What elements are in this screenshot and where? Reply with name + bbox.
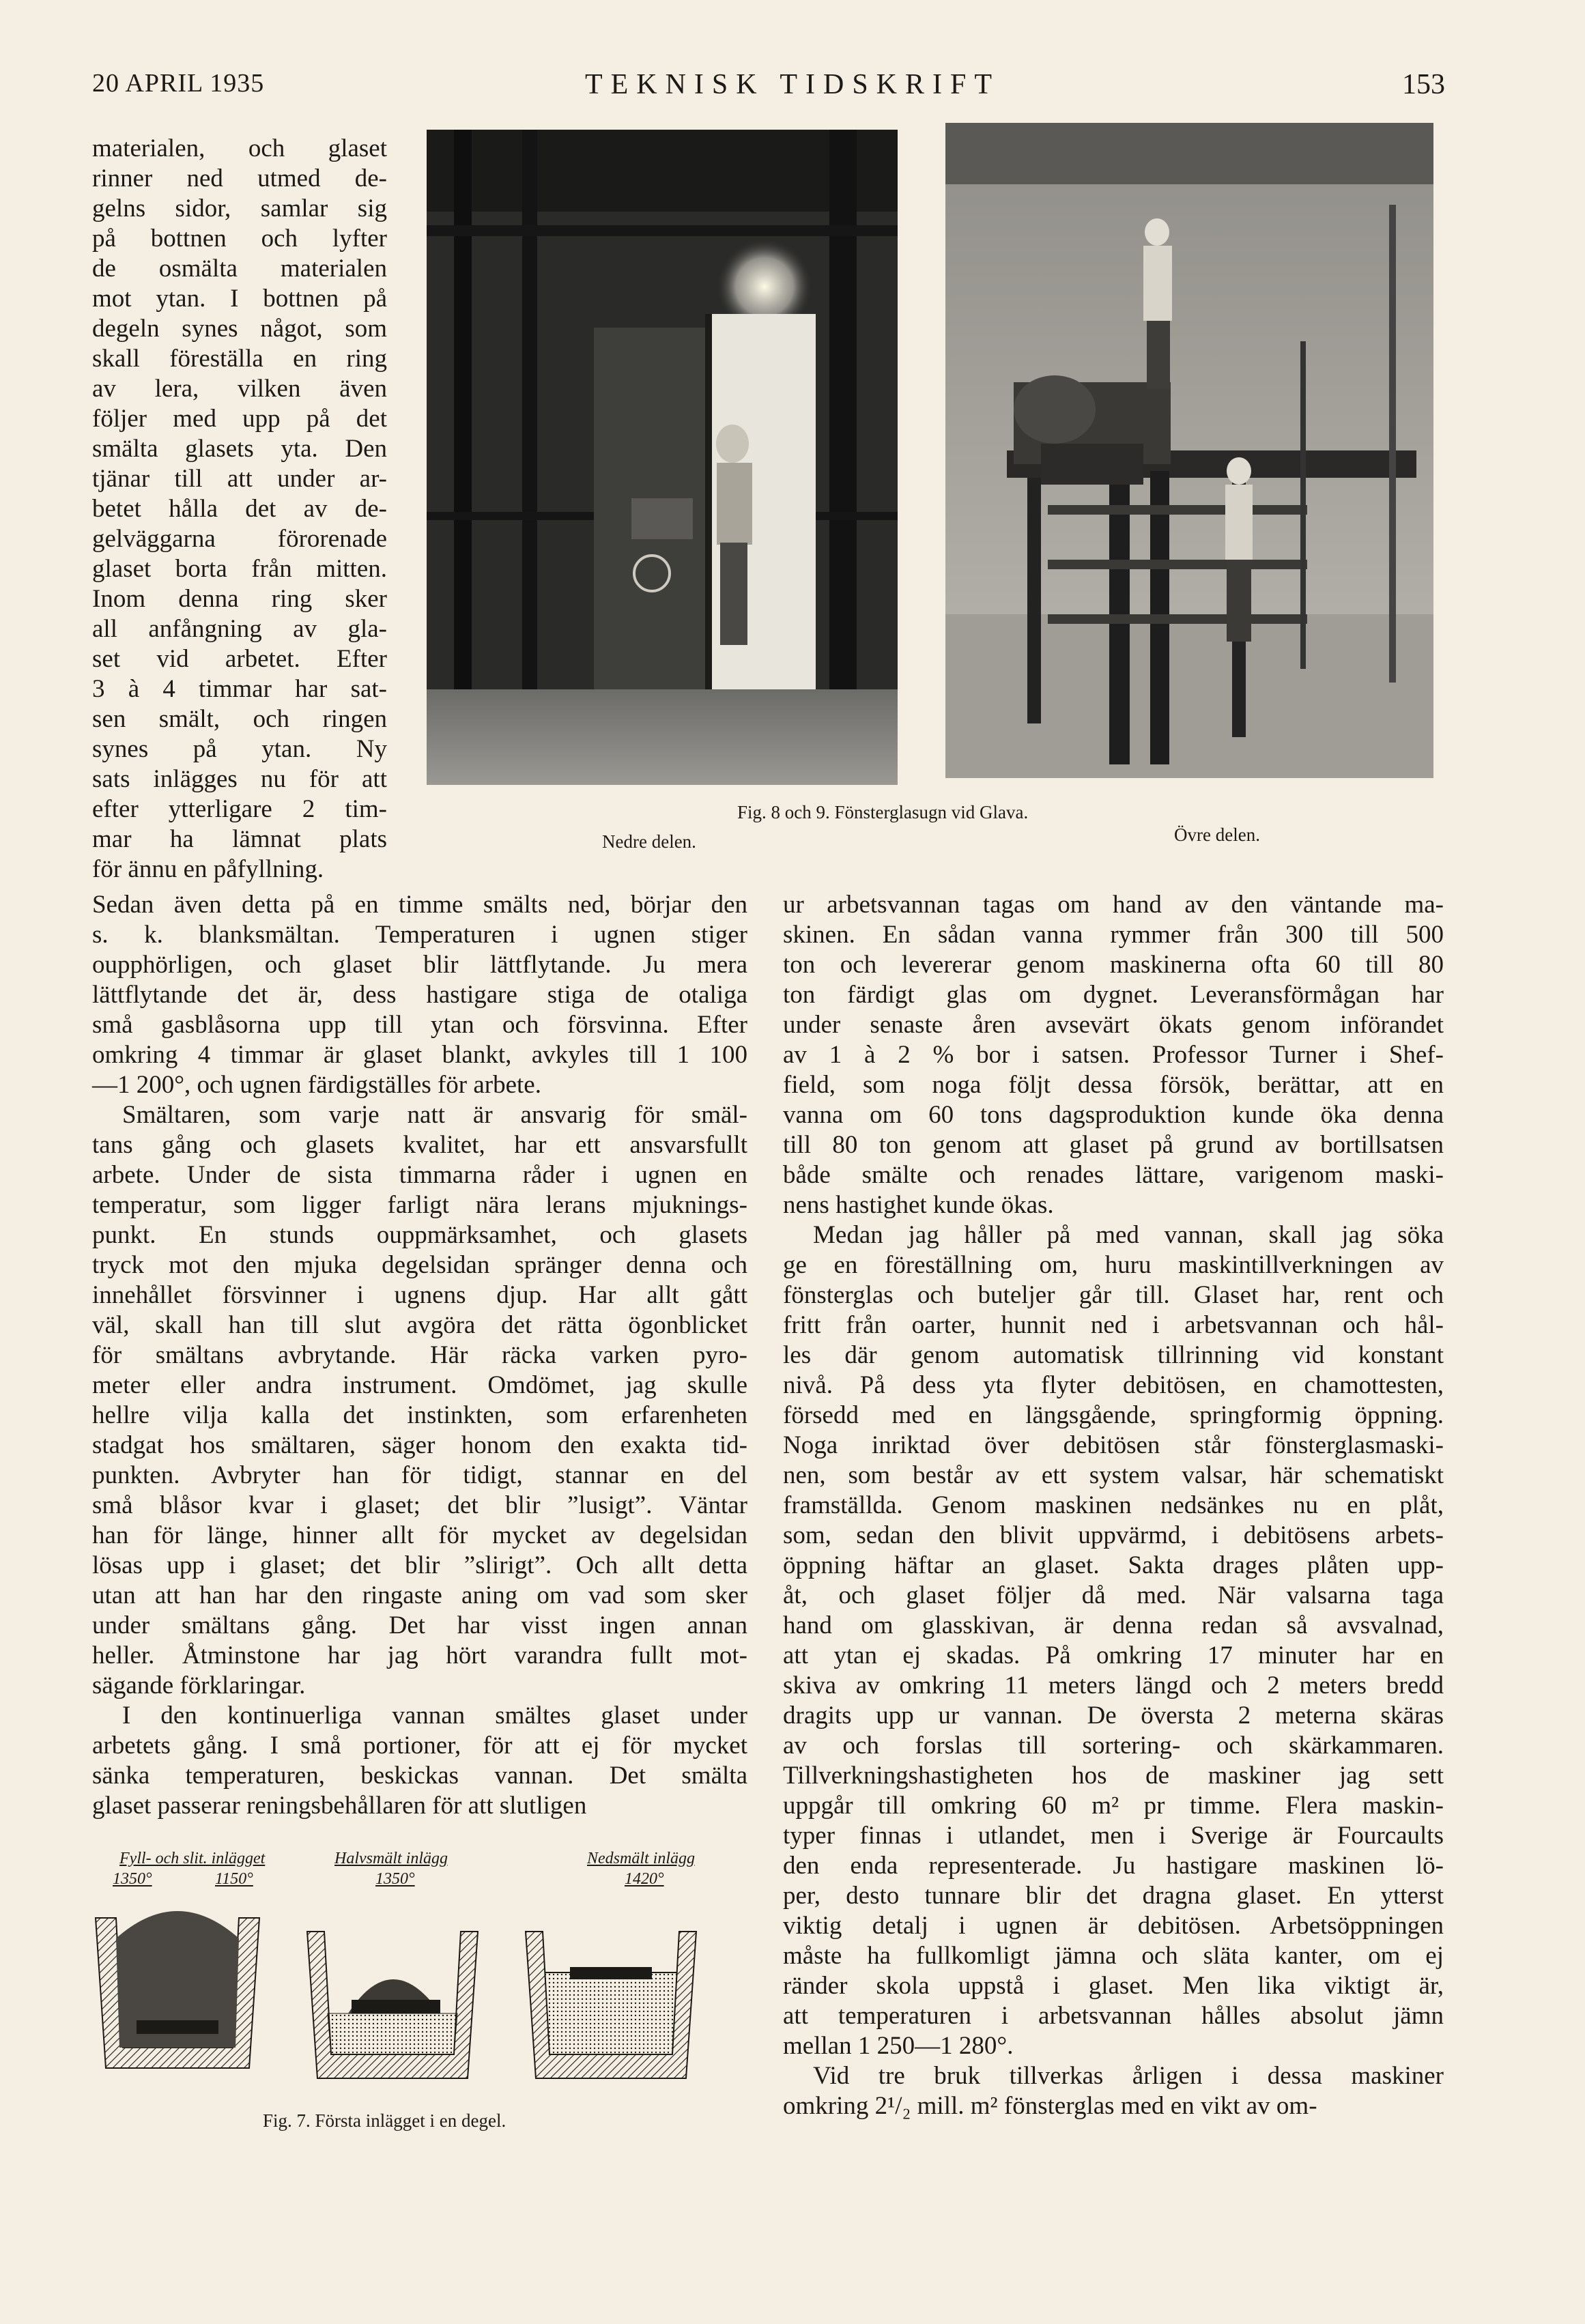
text-line: utan att han har den ringaste aning om vad som sker <box>92 1581 747 1609</box>
text-line: degeln synes något, som <box>92 315 387 343</box>
text-line: att temperaturen i arbetsvannan hålles absolut jämn <box>783 2002 1444 2030</box>
text-line: ton och levererar genom maskinerna ofta 60 till 80 <box>783 951 1444 979</box>
header-date: 20 APRIL 1935 <box>92 69 265 98</box>
text-line: I den kontinuerliga vannan smältes glaset under <box>122 1702 747 1730</box>
text-line: tans gång och glasets kvalitet, har ett ansvarsfullt <box>92 1131 747 1159</box>
text-line: framställda. Genom maskinen nedsänkes nu en plåt, <box>783 1491 1444 1519</box>
text-line: smälta glasets yta. Den <box>92 435 387 463</box>
text-line: hellre vilja kalla det instinkten, som erfarenheten <box>92 1401 747 1429</box>
text-line: stadgat hos smältaren, säger honom den exakta tid- <box>92 1431 747 1459</box>
text-line: sen smält, och ringen <box>92 705 387 733</box>
text-line: materialen, och glaset <box>92 134 387 162</box>
text-line: måste ha fullkomligt jämna och släta kanter, om ej <box>783 1942 1444 1970</box>
text-line: för smältans avbrytande. Här räcka varken pyro- <box>92 1341 747 1369</box>
photo-furnace-upper-image <box>945 123 1433 778</box>
text-line: han för länge, hinner allt för mycket av degelsidan <box>92 1521 747 1549</box>
text-line: för ännu en påfyllning. <box>92 855 324 883</box>
text-line: sägande förklaringar. <box>92 1672 306 1699</box>
text-line: gelns sidor, samlar sig <box>92 195 387 223</box>
diagram-label-a-temp1: 1350° <box>113 1870 152 1888</box>
text-line: typer finnas i utlandet, men i Sverige är Fourcaults <box>783 1822 1444 1850</box>
text-line: ränder skola uppstå i glaset. Men lika viktigt är, <box>783 1972 1444 2000</box>
diagram-label-b-title: Halvsmält inlägg <box>334 1850 448 1867</box>
fig7-diagram <box>89 1850 703 2095</box>
text-line: gelväggarna förorenade <box>92 525 387 553</box>
text-line: innehållet försvinner i ugnens djup. Har allt gått <box>92 1281 747 1309</box>
diagram-label-a-title: Fyll- och slit. inlägget <box>119 1850 266 1867</box>
text-line: följer med upp på det <box>92 405 387 433</box>
text-line: per, desto tunnare blir det dragna glaset. En ytterst <box>783 1882 1444 1910</box>
text-line: dragits upp ur vannan. De översta 2 meterna skäras <box>783 1702 1444 1730</box>
photo-furnace-lower <box>427 130 898 785</box>
crucible-drawings <box>89 1891 703 2095</box>
text-line: Inom denna ring sker <box>92 585 387 613</box>
text-line: viktig detalj i ugnen är debitösen. Arbetsöppningen <box>783 1912 1444 1940</box>
text-column-left-narrow <box>92 134 387 885</box>
text-line: arbete. Under de sista timmarna råder i ugnen en <box>92 1161 747 1189</box>
text-line: Vid tre bruk tillverkas årligen i dessa maskiner <box>813 2062 1444 2090</box>
text-line: all anfångning av gla- <box>92 615 387 643</box>
text-line: fönsterglas och buteljer går till. Glaset har, rent och <box>783 1281 1444 1309</box>
text-line: tryck mot den mjuka degelsidan spränger denna och <box>92 1251 747 1279</box>
text-line: av och forslas till sortering- och skärkammaren. <box>783 1732 1444 1760</box>
text-line: Noga inriktad över debitösen står fönsterglasmaski- <box>783 1431 1444 1459</box>
crucible-c <box>526 1932 696 2078</box>
text-line: Medan jag håller på med vannan, skall jag söka <box>813 1221 1444 1249</box>
text-line: nens hastighet kunde ökas. <box>783 1191 1054 1219</box>
text-line: ton färdigt glas om dygnet. Leveransförmågan har <box>783 981 1444 1009</box>
text-line: de osmälta materialen <box>92 255 387 283</box>
text-line: omkring 4 timmar är glaset blankt, avkyles till 1 100 <box>92 1041 747 1069</box>
text-column-right <box>783 890 1444 2121</box>
text-line: lättflytande det är, dess hastigare stiga de otaliga <box>92 981 747 1009</box>
photo-furnace-lower-image <box>427 130 898 785</box>
text-line: skinen. En sådan vanna rymmer från 300 till 500 <box>783 921 1444 949</box>
text-line: nivå. På dess yta flyter debitösen, en chamottesten, <box>783 1371 1444 1399</box>
photo-furnace-upper <box>945 123 1433 778</box>
text-line: mot ytan. I bottnen på <box>92 285 387 313</box>
text-line: temperatur, som ligger farligt nära lerans mjuknings- <box>92 1191 747 1219</box>
fig89-caption: Fig. 8 och 9. Fönsterglasugn vid Glava. <box>737 802 1029 822</box>
text-line: av 1 à 2 % bor i satsen. Professor Turner i Shef- <box>783 1041 1444 1069</box>
text-line: Smältaren, som varje natt är ansvarig för smäl- <box>122 1101 747 1129</box>
text-line: sats inlägges nu för att <box>92 765 387 793</box>
text-line: den enda representerade. Ju hastigare maskinen lö- <box>783 1852 1444 1880</box>
text-line: mar ha lämnat plats <box>92 825 387 853</box>
text-line: synes på ytan. Ny <box>92 735 387 763</box>
text-line: glaset borta från mitten. <box>92 555 387 583</box>
text-line: oupphörligen, och glaset blir lättflytande. Ju mera <box>92 951 747 979</box>
text-line: Sedan även detta på en timme smälts ned, börjar den <box>92 891 747 919</box>
text-line: punkten. Avbryter han för tidigt, stannar en del <box>92 1461 747 1489</box>
text-line: s. k. blanksmältan. Temperaturen i ugnen stiger <box>92 921 747 949</box>
text-line: lösas upp i glaset; det blir ”slirigt”. Och allt detta <box>92 1551 747 1579</box>
fig9-label: Övre delen. <box>1174 824 1260 845</box>
text-line: att ytan ej skadas. På omkring 17 minuter har en <box>783 1641 1444 1669</box>
fig8-label: Nedre delen. <box>602 831 696 852</box>
text-line: av lera, vilken även <box>92 375 387 403</box>
text-line: les där genom automatisk tillrinning vid konstant <box>783 1341 1444 1369</box>
diagram-label-a-temp2: 1150° <box>215 1870 253 1888</box>
header-title: TEKNISK TIDSKRIFT <box>584 69 1001 100</box>
page-number: 153 <box>1402 69 1445 100</box>
text-line: arbetets gång. I små portioner, för att ej för mycket <box>92 1732 747 1760</box>
text-line: väl, skall han till slut avgöra det rätta ögonblicket <box>92 1311 747 1339</box>
diagram-label-b-temp: 1350° <box>375 1870 415 1888</box>
text-line: glaset passerar reningsbehållaren för att slutligen <box>92 1792 587 1820</box>
text-line: hand om glasskivan, är denna redan så avsvalnad, <box>783 1611 1444 1639</box>
text-line: betet hålla det av de- <box>92 495 387 523</box>
text-line: fritt från oarter, hunnit ned i arbetsvannan och hål- <box>783 1311 1444 1339</box>
text-line: mellan 1 250—1 280°. <box>783 2032 1014 2060</box>
crucible-b <box>307 1932 478 2078</box>
text-line: nen, som består av ett system valsar, här schematiskt <box>783 1461 1444 1489</box>
text-line: både smälte och renades lättare, varigenom maski- <box>783 1161 1444 1189</box>
text-line: tjänar till att under ar- <box>92 465 387 493</box>
text-line: ge en föreställning om, huru maskintillverkningen av <box>783 1251 1444 1279</box>
text-line: till 80 ton genom att glaset på grund av bortillsatsen <box>783 1131 1444 1159</box>
text-line: under senaste åren avsevärt ökats genom införandet <box>783 1011 1444 1039</box>
text-line: set vid arbetet. Efter <box>92 645 387 673</box>
text-line: skall föreställa en ring <box>92 345 387 373</box>
text-line: omkring 2¹/₂ mill. m² fönsterglas med en vikt av om- <box>783 2092 1317 2120</box>
text-line: —1 200°, och ugnen färdigställes för arbete. <box>92 1071 541 1099</box>
text-line: på bottnen och lyfter <box>92 225 387 253</box>
text-line: punkt. En stunds ouppmärksamhet, och glasets <box>92 1221 747 1249</box>
crucible-a <box>96 1911 259 2068</box>
diagram-label-c-title: Nedsmält inlägg <box>587 1850 696 1867</box>
text-line: efter ytterligare 2 tim- <box>92 795 387 823</box>
text-line: öppning häftar an glaset. Sakta drages plåten upp- <box>783 1551 1444 1579</box>
text-line: rinner ned utmed de- <box>92 164 387 192</box>
text-line: små gasblåsorna upp till ytan och försvinna. Efter <box>92 1011 747 1039</box>
text-line: som, sedan den blivit uppvärmd, i debitösens arbets- <box>783 1521 1444 1549</box>
text-line: Tillverkningshastigheten hos de maskiner jag sett <box>783 1762 1444 1790</box>
text-line: meter eller andra instrument. Omdömet, jag skulle <box>92 1371 747 1399</box>
text-column-left <box>92 890 747 1821</box>
text-line: field, som noga följt dessa försök, berättar, att en <box>783 1071 1444 1099</box>
text-line: 3 à 4 timmar har sat- <box>92 675 387 703</box>
text-line: försedd med en längsgående, springformig öppning. <box>783 1401 1444 1429</box>
text-line: uppgår till omkring 60 m² pr timme. Flera maskin- <box>783 1792 1444 1820</box>
text-line: heller. Åtminstone har jag hört varandra fullt mot- <box>92 1641 747 1669</box>
text-line: vanna om 60 tons dagsproduktion kunde öka denna <box>783 1101 1444 1129</box>
text-line: sänka temperaturen, beskickas vannan. Det smälta <box>92 1762 747 1790</box>
text-line: ur arbetsvannan tagas om hand av den väntande ma- <box>783 891 1444 919</box>
text-line: under smältans gång. Det har visst ingen annan <box>92 1611 747 1639</box>
text-line: åt, och glaset följer då med. När valsarna taga <box>783 1581 1444 1609</box>
text-line: små blåsor kvar i glaset; det blir ”lusigt”. Väntar <box>92 1491 747 1519</box>
text-line: skiva av omkring 11 meters längd och 2 meters bredd <box>783 1672 1444 1699</box>
diagram-label-c-temp: 1420° <box>625 1870 664 1888</box>
fig7-caption: Fig. 7. Första inlägget i en degel. <box>263 2110 506 2131</box>
